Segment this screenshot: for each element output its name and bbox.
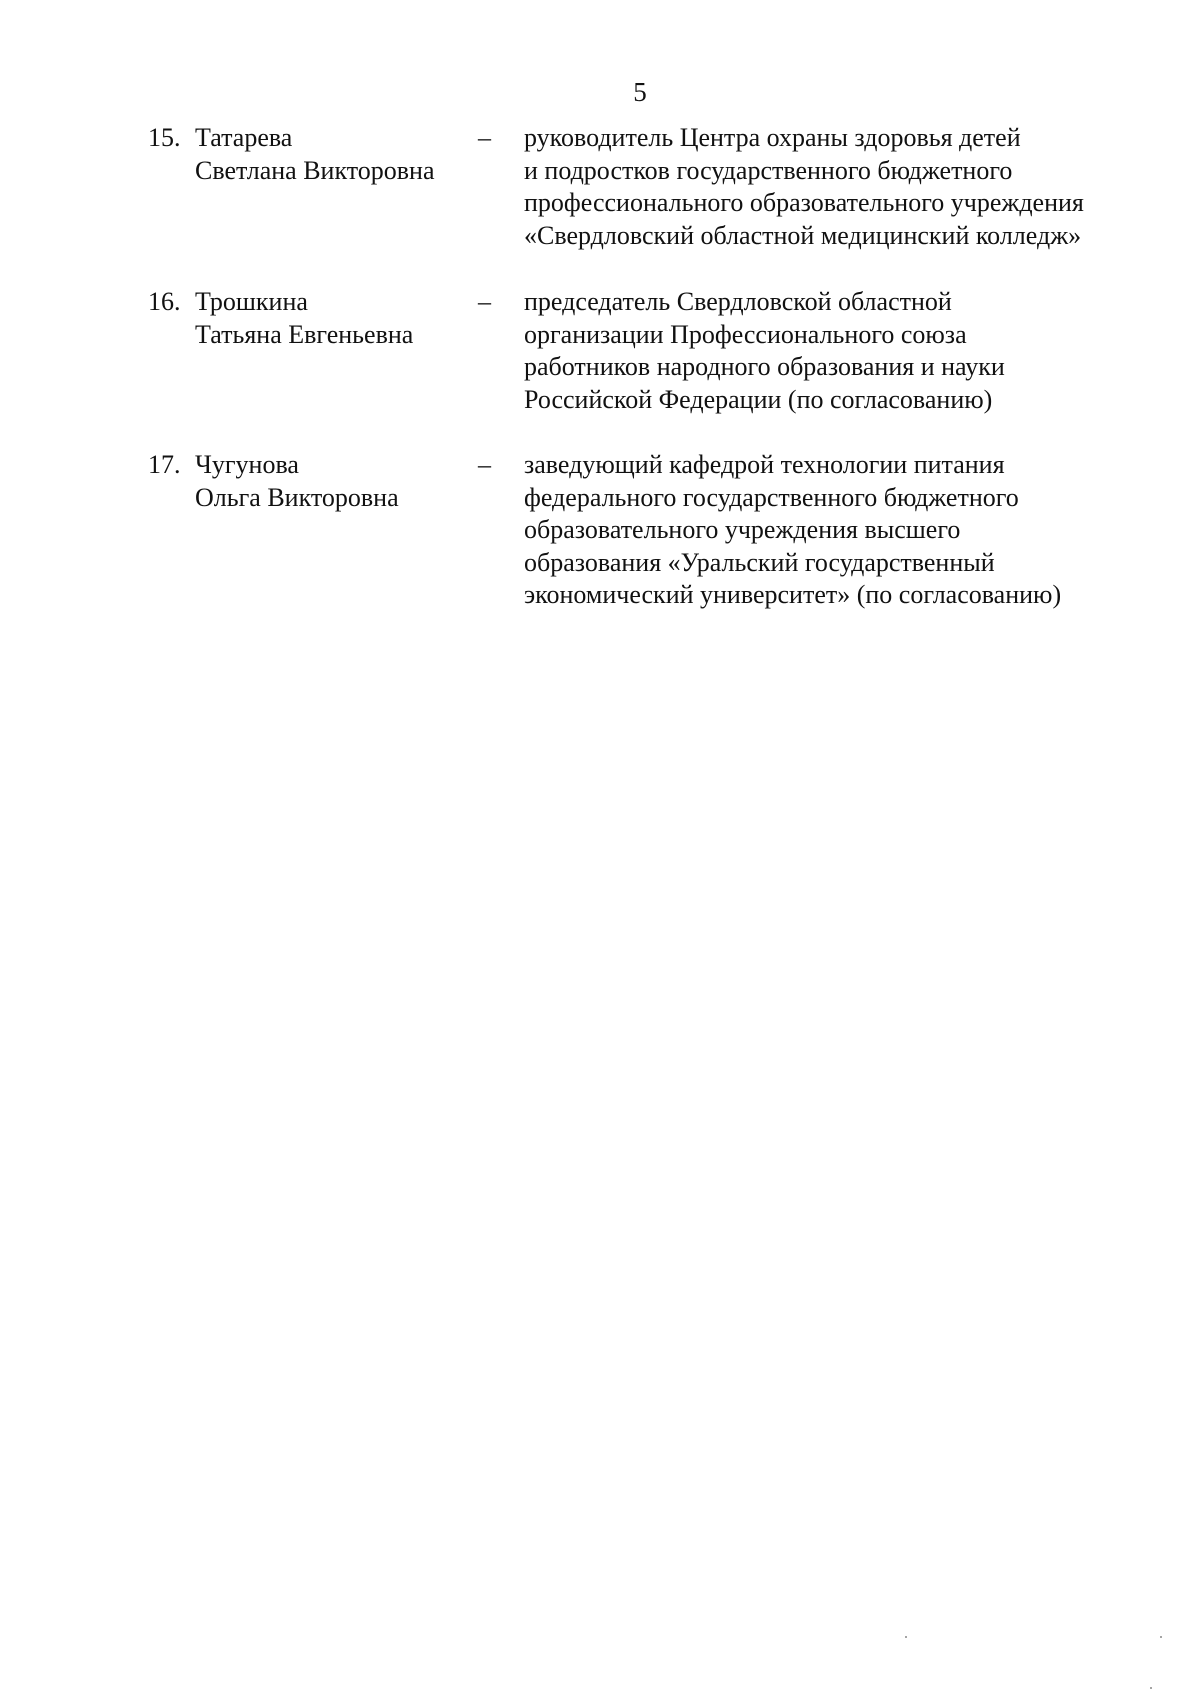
person-name: [195, 122, 434, 187]
description-line: Российской Федерации (по согласованию): [524, 384, 993, 414]
scan-speck: [905, 1636, 907, 1638]
person-given-names: Татьяна Евгеньевна: [195, 319, 414, 349]
scan-speck: [1160, 1636, 1162, 1638]
page-number: 5: [633, 77, 647, 107]
position-description: [524, 286, 1144, 416]
description-line: работников народного образования и науки: [524, 352, 1005, 381]
scan-speck: [1150, 1687, 1152, 1689]
person-surname: Чугунова: [195, 450, 299, 479]
description-line: образовательного учреждения высшего: [524, 515, 961, 544]
position-description: [524, 449, 1144, 612]
person-surname: Татарева: [195, 123, 293, 152]
separator-dash: –: [478, 123, 491, 152]
description-line: «Свердловский областной медицинский колледж»: [524, 220, 1082, 250]
person-name: [195, 449, 399, 514]
separator-dash: –: [478, 450, 491, 479]
description-line: профессионального образовательного учреждения: [524, 188, 1084, 217]
position-description: [524, 122, 1144, 252]
description-line: организации Профессионального союза: [524, 319, 967, 349]
person-surname: Трошкина: [195, 287, 308, 316]
item-number: 17.: [148, 450, 181, 479]
person-given-names: Ольга Викторовна: [195, 482, 399, 512]
person-given-names: Светлана Викторовна: [195, 155, 435, 185]
description-line: руководитель Центра охраны здоровья детей: [524, 123, 1021, 152]
item-number: 15.: [148, 123, 181, 152]
description-line: федерального государственного бюджетного: [524, 482, 1019, 512]
description-line: и подростков государственного бюджетного: [524, 155, 1013, 185]
item-number: 16.: [148, 287, 181, 316]
description-line: заведующий кафедрой технологии питания: [524, 450, 1005, 479]
description-line: экономический университет» (по согласованию): [524, 580, 1062, 609]
description-line: образования «Уральский государственный: [524, 547, 995, 577]
description-line: председатель Свердловской областной: [524, 287, 952, 316]
separator-dash: –: [478, 287, 491, 316]
person-name: [195, 286, 413, 351]
